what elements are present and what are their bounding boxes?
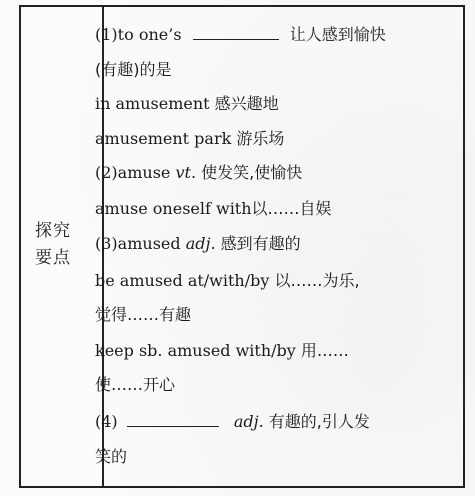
entry-8-line-1	[95, 340, 349, 362]
entry-7-meaning-cont: 觉得……有趣	[95, 305, 192, 324]
entry-4-pos-dot: .	[190, 163, 197, 182]
entry-6	[95, 233, 301, 255]
entry-2-meaning: 感兴趣地	[214, 94, 279, 113]
entry-9-meaning-cont: 笑的	[95, 447, 128, 466]
entry-4-meaning: 使发笑,使愉快	[201, 163, 303, 182]
entry-8-line-2	[95, 374, 175, 396]
entry-6-meaning: 感到有趣的	[220, 234, 301, 253]
entry-4-word: amuse	[117, 163, 171, 182]
entry-9-pos: adj	[233, 412, 259, 431]
entry-6-pos: adj	[185, 234, 211, 253]
entry-9-line-1	[95, 411, 370, 433]
entry-6-number: (3)	[95, 234, 118, 253]
fill-in-blank-2[interactable]	[127, 412, 219, 427]
entry-1-phrase: to one’s	[117, 25, 182, 44]
label-line-1: 探究	[35, 221, 71, 241]
entry-7-meaning: 以……为乐,	[274, 271, 360, 290]
entry-1-line-2	[95, 59, 172, 81]
entry-9-line-2	[95, 446, 127, 468]
entry-9-number: (4)	[95, 412, 118, 431]
entry-4-number: (2)	[95, 163, 118, 182]
entry-3-phrase: amusement park	[95, 129, 232, 148]
entry-1-number: (1)	[95, 25, 118, 44]
entry-1-line-1	[95, 24, 386, 46]
entry-6-word: amused	[117, 234, 181, 253]
entry-7-phrase: be amused at/with/by	[95, 271, 270, 290]
entry-1-meaning: 让人感到愉快	[289, 25, 386, 44]
entry-3	[95, 128, 284, 150]
entry-2	[95, 93, 279, 115]
fill-in-blank-1[interactable]	[193, 25, 279, 40]
entry-5	[95, 198, 332, 220]
entry-8-meaning: 用……	[300, 341, 349, 360]
entry-5-meaning: 以……自娱	[251, 199, 332, 218]
label-cell	[21, 7, 102, 486]
label-line-2: 要点	[35, 248, 71, 268]
entry-6-pos-dot: .	[210, 234, 216, 253]
entry-1-meaning-cont: (有趣)的是	[95, 60, 172, 79]
entry-4	[95, 162, 302, 184]
entry-5-phrase: amuse oneself with	[95, 199, 252, 218]
entry-8-meaning-cont: 使……开心	[95, 375, 176, 394]
entry-8-phrase: keep sb. amused with/by	[95, 341, 296, 360]
entry-3-meaning: 游乐场	[236, 129, 285, 148]
entry-7-line-2	[95, 304, 191, 326]
entry-7-line-1	[95, 270, 360, 292]
entry-9-meaning: 有趣的,引人发	[268, 412, 370, 431]
entry-2-phrase: in amusement	[95, 94, 210, 113]
entry-9-pos-dot: .	[258, 412, 264, 431]
entry-4-pos: vt	[175, 163, 191, 182]
